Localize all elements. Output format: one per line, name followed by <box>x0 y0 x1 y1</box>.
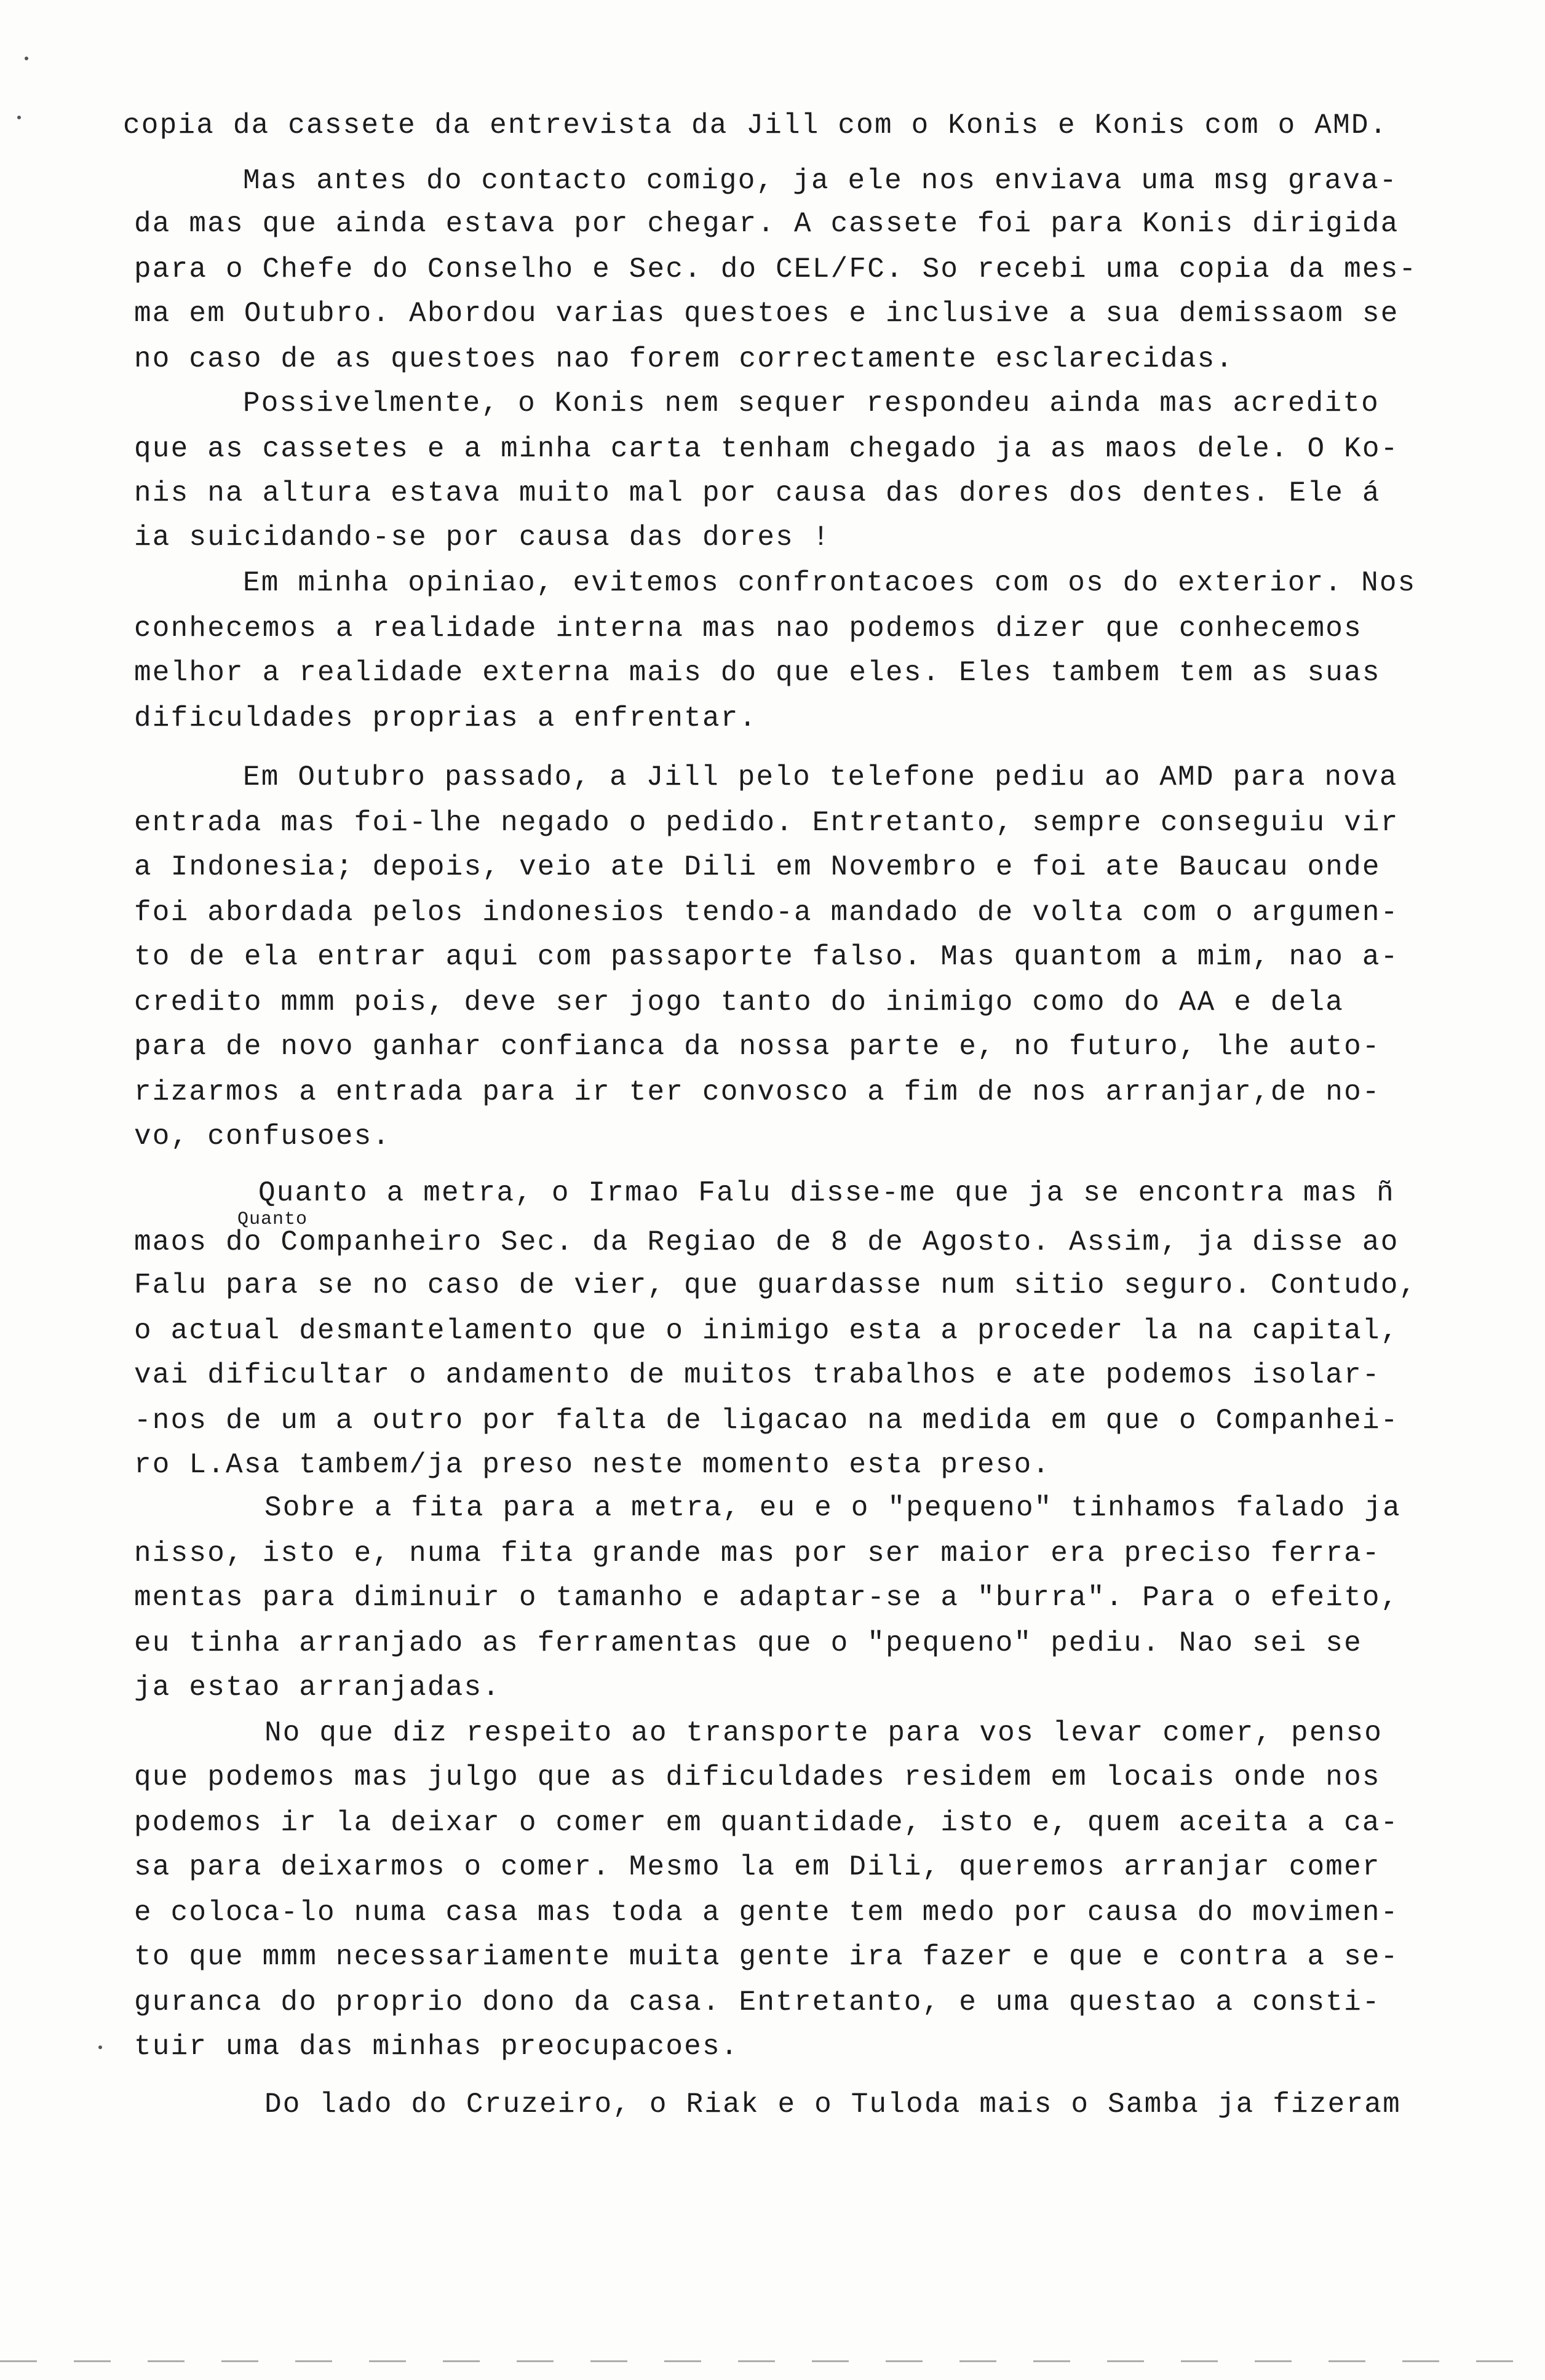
text-line: Do lado do Cruzeiro, o Riak e o Tuloda mais o Samba ja fizeram <box>264 2088 1401 2120</box>
text-line: guranca do proprio dono da casa. Entretanto, e uma questao a consti- <box>134 1986 1381 2018</box>
text-line: entrada mas foi-lhe negado o pedido. Entretanto, sempre conseguiu vir <box>134 807 1399 839</box>
text-line: to de ela entrar aqui com passaporte falso. Mas quantom a mim, nao a- <box>134 941 1399 973</box>
text-line: para o Chefe do Conselho e Sec. do CEL/FC. So recebi uma copia da mes- <box>134 253 1418 285</box>
text-line: melhor a realidade externa mais do que eles. Eles tambem tem as suas <box>134 657 1381 689</box>
text-line: credito mmm pois, deve ser jogo tanto do inimigo como do AA e dela <box>134 986 1344 1018</box>
text-line: eu tinha arranjado as ferramentas que o "pequeno" pediu. Nao sei se <box>134 1627 1362 1659</box>
text-line: No que diz respeito ao transporte para vos levar comer, penso <box>264 1717 1383 1749</box>
text-line: maos do Companheiro Sec. da Regiao de 8 de Agosto. Assim, ja disse ao <box>134 1226 1399 1258</box>
text-line: no caso de as questoes nao forem correctamente esclarecidas. <box>134 343 1234 375</box>
text-line: Sobre a fita para a metra, eu e o "pequeno" tinhamos falado ja <box>264 1492 1401 1524</box>
text-line: ia suicidando-se por causa das dores ! <box>134 522 831 553</box>
text-line: dificuldades proprias a enfrentar. <box>134 702 758 734</box>
text-line: podemos ir la deixar o comer em quantidade, isto e, quem aceita a ca- <box>134 1807 1399 1839</box>
text-line: o actual desmantelamento que o inimigo esta a proceder la na capital, <box>134 1315 1399 1347</box>
margin-dot <box>25 57 28 60</box>
text-line: Falu para se no caso de vier, que guardasse num sitio seguro. Contudo, <box>134 1269 1418 1301</box>
text-line: copia da cassete da entrevista da Jill com o Konis e Konis com o AMD. <box>123 109 1388 141</box>
text-line: ja estao arranjadas. <box>134 1672 501 1704</box>
text-line: vo, confusoes. <box>134 1121 391 1152</box>
text-line: que as cassetes e a minha carta tenham chegado ja as maos dele. O Ko- <box>134 433 1399 465</box>
text-line: mentas para diminuir o tamanho e adaptar-se a "burra". Para o efeito, <box>134 1582 1399 1614</box>
text-line: Quanto a metra, o Irmao Falu disse-me que ja se encontra mas ñ <box>258 1177 1395 1209</box>
text-line: nisso, isto e, numa fita grande mas por ser maior era preciso ferra- <box>134 1537 1381 1569</box>
text-line: Possivelmente, o Konis nem sequer respondeu ainda mas acredito <box>243 387 1380 419</box>
text-line: e coloca-lo numa casa mas toda a gente tem medo por causa do movimen- <box>134 1897 1399 1929</box>
text-line: Em Outubro passado, a Jill pelo telefone pediu ao AMD para nova <box>243 761 1398 793</box>
text-line: ma em Outubro. Abordou varias questoes e inclusive a sua demissaom se <box>134 298 1399 330</box>
text-line: vai dificultar o andamento de muitos trabalhos e ate podemos isolar- <box>134 1359 1381 1391</box>
page-bottom-edge <box>0 2360 1545 2362</box>
text-line: rizarmos a entrada para ir ter convosco a fim de nos arranjar,de no- <box>134 1076 1381 1108</box>
text-line: da mas que ainda estava por chegar. A cassete foi para Konis dirigida <box>134 208 1399 240</box>
text-line: Em minha opiniao, evitemos confrontacoes com os do exterior. Nos <box>243 567 1416 599</box>
margin-dot <box>17 116 21 119</box>
text-line: sa para deixarmos o comer. Mesmo la em Dili, queremos arranjar comer <box>134 1851 1381 1883</box>
overtyped-word: Quanto <box>237 1209 308 1230</box>
text-line: para de novo ganhar confianca da nossa parte e, no futuro, lhe auto- <box>134 1031 1381 1063</box>
text-line: que podemos mas julgo que as dificuldades residem em locais onde nos <box>134 1761 1381 1793</box>
text-line: conhecemos a realidade interna mas nao podemos dizer que conhecemos <box>134 613 1362 645</box>
text-line: a Indonesia; depois, veio ate Dili em Novembro e foi ate Baucau onde <box>134 851 1381 883</box>
text-line: -nos de um a outro por falta de ligacao na medida em que o Companhei- <box>134 1405 1399 1437</box>
text-line: ro L.Asa tambem/ja preso neste momento esta preso. <box>134 1449 1051 1481</box>
text-line: tuir uma das minhas preocupacoes. <box>134 2031 739 2063</box>
text-line: to que mmm necessariamente muita gente ira fazer e que e contra a se- <box>134 1941 1399 1973</box>
text-line: foi abordada pelos indonesios tendo-a mandado de volta com o argumen- <box>134 897 1399 929</box>
margin-dot <box>98 2045 102 2049</box>
text-line: nis na altura estava muito mal por causa das dores dos dentes. Ele á <box>134 477 1381 509</box>
text-line: Mas antes do contacto comigo, ja ele nos enviava uma msg grava- <box>243 165 1398 197</box>
